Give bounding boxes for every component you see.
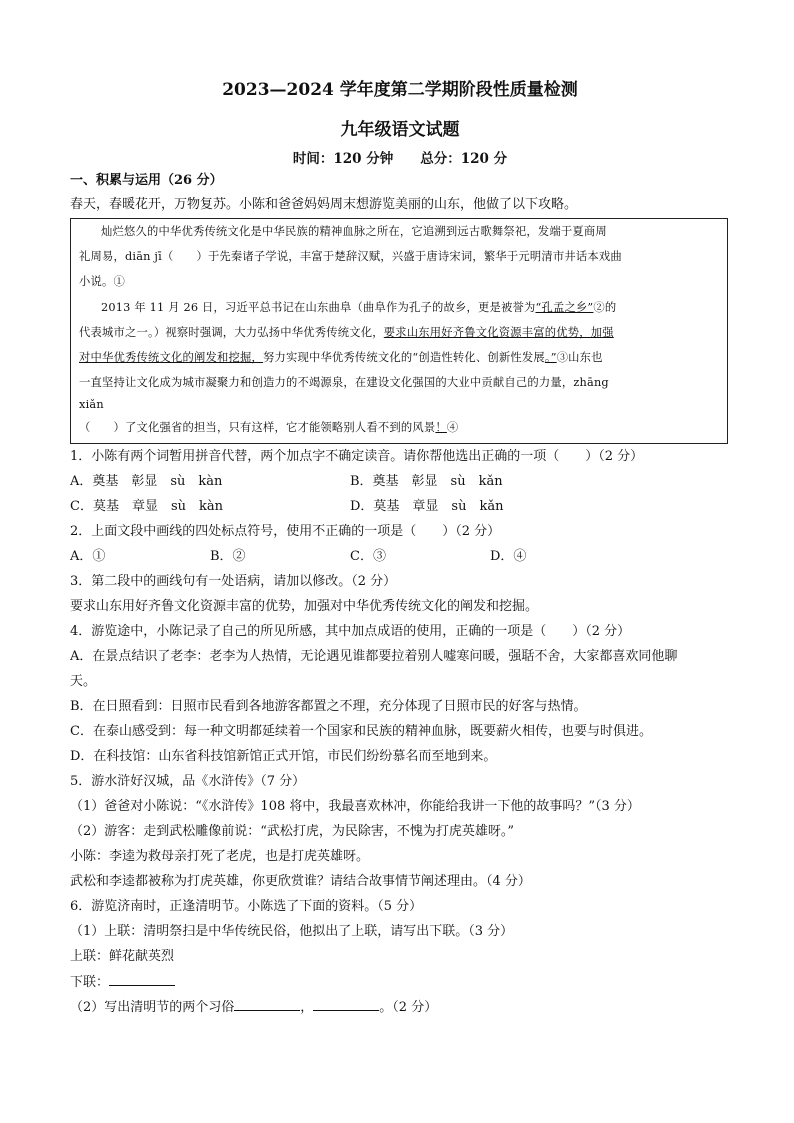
- exam-meta: 时间：120 分钟 总分：120 分: [292, 151, 508, 167]
- q1-option-a[interactable]: A．奠基 彰显 sù kàn: [70, 474, 223, 489]
- question-3: 3．第二段中的画线句有一处语病，请加以修改。（2 分）: [70, 574, 397, 589]
- section-intro: 春天，春暖花开，万物复苏。小陈和爸爸妈妈周末想游览美丽的山东，他做了以下攻略。: [70, 197, 578, 212]
- exam-subtitle: 九年级语文试题: [340, 120, 460, 140]
- passage-text: 努力实现中华优秀传统文化的“创造性转化、创新性发展: [262, 351, 545, 364]
- section-heading: 一、积累与运用（26 分）: [70, 173, 223, 188]
- question-4: 4．游览途中，小陈记录了自己的所见所感，其中加点成语的使用，正确的一项是（ ）（2 分）: [70, 624, 631, 639]
- passage-text: ②的: [593, 301, 617, 314]
- passage-text: ④: [446, 421, 459, 434]
- q1-option-b[interactable]: B．奠基 彰显 sù kǎn: [350, 474, 503, 489]
- passage-line: 灿烂悠久的中华优秀传统文化是中华民族的精神血脉之所在，它追溯到远古歌舞祭祀，发端于夏商周: [101, 225, 607, 238]
- q6-part-1: （1）上联：清明祭扫是中华传统民俗，他拟出了上联，请写出下联。（3 分）: [70, 924, 514, 939]
- pinyin-label: zhāng: [573, 376, 609, 389]
- passage-line: [79, 350, 603, 366]
- answer-blank[interactable]: [234, 998, 300, 1011]
- passage-line: [79, 420, 458, 436]
- pinyin-label: xiǎn: [79, 398, 104, 411]
- q5-part-1: （1）爸爸对小陈说：“《水浒传》108 将中，我最喜欢林冲，你能给我讲一下他的故事吗？”（3 分）: [70, 799, 640, 814]
- passage-line: [79, 325, 614, 341]
- q1-option-c[interactable]: C．莫基 章显 sù kàn: [70, 499, 223, 514]
- q3-sentence: 要求山东用好齐鲁文化资源丰富的优势，加强对中华优秀传统文化的阐发和挖掘。: [70, 599, 539, 614]
- passage-text: 代表城市之一。）视察时强调，大力弘扬中华优秀传统文化，: [79, 326, 384, 339]
- q2-option-b[interactable]: B．②: [210, 549, 246, 564]
- question-6: 6．游览济南时，正逢清明节。小陈选了下面的资料。（5 分）: [70, 899, 423, 914]
- passage-text: （ ）了文化强省的担当，只有这样，它才能领略别人看不到的风景: [79, 421, 436, 434]
- underlined-sentence: 对中华优秀传统文化的阐发和挖掘，: [79, 351, 263, 364]
- underlined-sentence: 要求山东用好齐鲁文化资源丰富的优势，加强: [383, 326, 614, 339]
- passage-text: 2013 年 11 月 26 日，习近平总书记在山东曲阜（曲阜作为孔子的故乡，更是被誉为: [101, 301, 536, 314]
- underlined-punctuation: ！: [435, 421, 447, 434]
- q4-option-d[interactable]: D．在科技馆：山东省科技馆新馆正式开馆，市民们纷纷慕名而至地到来。: [70, 749, 497, 764]
- passage-text: 一直坚持让文化成为城市凝聚力和创造力的不竭源泉，在建设文化强国的大业中贡献自己的力量，: [79, 376, 574, 389]
- separator: ，: [300, 1000, 314, 1015]
- underlined-quote: “孔孟之乡”: [535, 301, 594, 314]
- q5-dialogue: 小陈：李逵为救母亲打死了老虎，也是打虎英雄呀。: [70, 849, 370, 864]
- part-2-tail: 。（2 分）: [379, 1000, 438, 1015]
- q4-option-b[interactable]: B．在日照看到：日照市民看到各地游客都置之不理，充分体现了日照市民的好客与热情。: [70, 699, 587, 714]
- passage-line: [101, 300, 616, 316]
- answer-blank[interactable]: [313, 998, 379, 1011]
- q6-lower-couplet: [70, 973, 175, 992]
- q2-option-c[interactable]: C．③: [350, 549, 386, 564]
- passage-line: 礼周易，diān jī（ ）于先秦诸子学说，丰富于楚辞汉赋，兴盛于唐诗宋词，繁华于元明清市井话本戏曲: [79, 250, 622, 263]
- question-2: 2．上面文段中画线的四处标点符号，使用不正确的一项是（ ）（2 分）: [70, 524, 501, 539]
- q6-upper-couplet: 上联：鲜花献英烈: [70, 949, 175, 964]
- q4-option-a-cont: 天。: [70, 674, 97, 689]
- q1-option-d[interactable]: D．莫基 章显 sù kǎn: [350, 499, 504, 514]
- q5-part-2: （2）游客：走到武松雕像前说：“武松打虎，为民除害，不愧为打虎英雄呀。”: [70, 824, 515, 839]
- passage-text: ③山东也: [556, 351, 603, 364]
- underlined-punctuation: 。”: [544, 351, 557, 364]
- q2-option-a[interactable]: A．①: [70, 549, 106, 564]
- question-5: 5．游水浒好汉城，品《水浒传》（7 分）: [70, 774, 306, 789]
- question-1: 1．小陈有两个词暂用拼音代替，两个加点字不确定读音。请你帮他选出正确的一项（ ）（2 分）: [70, 449, 644, 464]
- passage-line: 小说。①: [79, 275, 125, 288]
- exam-title: 2023—2024 学年度第二学期阶段性质量检测: [222, 80, 578, 100]
- q2-option-d[interactable]: D．④: [490, 549, 527, 564]
- q4-option-a[interactable]: A．在景点结识了老李：老李为人热情，无论遇见谁都要拉着别人嘘寒问暖，强聒不舍，大家都喜欢同他聊: [70, 649, 678, 664]
- q6-part-2: [70, 998, 437, 1017]
- q5-prompt: 武松和李逵都被称为打虎英雄，你更欣赏谁？请结合故事情节阐述理由。（4 分）: [70, 874, 531, 889]
- passage-line: [79, 375, 609, 391]
- q4-option-c[interactable]: C．在泰山感受到：每一种文明都延续着一个国家和民族的精神血脉，既要薪火相传，也要与时俱进。: [70, 724, 652, 739]
- reading-passage-box: [70, 218, 728, 444]
- answer-blank[interactable]: [109, 973, 175, 986]
- lower-label: 下联：: [70, 975, 110, 990]
- part-2-text: （2）写出清明节的两个习俗: [70, 1000, 235, 1015]
